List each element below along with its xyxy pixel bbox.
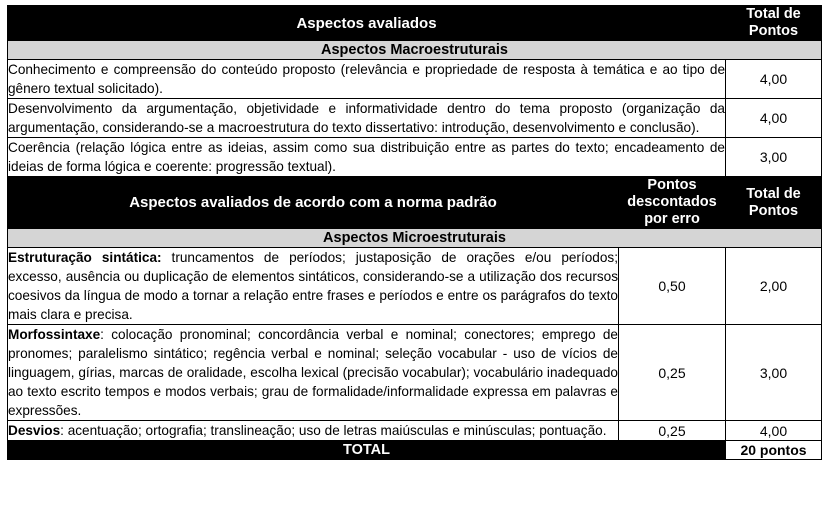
criterion-total-points: 4,00 bbox=[726, 60, 822, 99]
section-one-header-row bbox=[8, 6, 822, 41]
section-one-band-row bbox=[8, 41, 822, 60]
criterion-term: Desvios bbox=[8, 423, 61, 438]
total-value: 20 pontos bbox=[726, 441, 822, 460]
criterion-discount-points: 0,25 bbox=[619, 325, 726, 421]
criterion-total-points: 2,00 bbox=[726, 248, 822, 325]
criterion-total-points: 4,00 bbox=[726, 421, 822, 441]
header-total-line-1: Total de bbox=[746, 6, 801, 22]
criterion-description bbox=[8, 421, 619, 441]
table-row bbox=[8, 138, 822, 177]
header-discount-line-2: descontados bbox=[627, 194, 717, 210]
total-row bbox=[8, 441, 822, 460]
criterion-description bbox=[8, 248, 619, 325]
criterion-total-points: 3,00 bbox=[726, 325, 822, 421]
header-discount-line-3: por erro bbox=[644, 211, 700, 227]
criterion-description: Desenvolvimento da argumentação, objetividade e informatividade dentro do tema proposto (organização da argumentação, considerando-se a macroestrutura do texto dissertativo: introdução, desenvolvimento e conclusão). bbox=[8, 99, 726, 138]
header-aspectos-norma-padrao: Aspectos avaliados de acordo com a norma padrão bbox=[8, 177, 619, 229]
criterion-discount-points: 0,25 bbox=[619, 421, 726, 441]
criterion-detail: truncamentos de períodos; justaposição de orações e/ou períodos; excesso, ausência ou duplicação de elementos sintáticos, considerando-se a utilização dos recursos coesivos da língua de modo a tornar a relação entre frases e períodos e entre os parágrafos do texto mais clara e precisa. bbox=[8, 250, 618, 322]
header-total-line-2: Pontos bbox=[748, 202, 799, 219]
table-row bbox=[8, 248, 822, 325]
header-discount-line-1: Pontos bbox=[647, 177, 697, 193]
criterion-description: Conhecimento e compreensão do conteúdo proposto (relevância e propriedade de resposta à temática e ao tipo de gênero textual solicitado). bbox=[8, 60, 726, 99]
criterion-detail: : acentuação; ortografia; translineação; uso de letras maiúsculas e minúsculas; pontuação. bbox=[60, 423, 607, 438]
header-total-de-pontos-section-one bbox=[726, 6, 822, 41]
criterion-term: Morfossintaxe bbox=[8, 327, 101, 342]
band-aspectos-microestruturais: Aspectos Microestruturais bbox=[8, 229, 822, 248]
table-row bbox=[8, 325, 822, 421]
table-row bbox=[8, 99, 822, 138]
header-aspects-avaliados: Aspectos avaliados bbox=[8, 6, 726, 41]
criterion-discount-points: 0,50 bbox=[619, 248, 726, 325]
total-label: TOTAL bbox=[8, 441, 726, 460]
evaluation-criteria-table bbox=[7, 5, 822, 460]
criterion-description: Coerência (relação lógica entre as ideias, assim como sua distribuição entre as partes do texto; encadeamento de ideias de forma lógica e coerente: progressão textual). bbox=[8, 138, 726, 177]
header-total-de-pontos-section-two bbox=[726, 177, 822, 229]
table-row bbox=[8, 421, 822, 441]
criterion-term: Estruturação sintática: bbox=[8, 250, 162, 265]
table-row bbox=[8, 60, 822, 99]
header-total-line-1: Total de bbox=[746, 185, 801, 202]
criterion-total-points: 4,00 bbox=[726, 99, 822, 138]
section-two-band-row bbox=[8, 229, 822, 248]
criterion-total-points: 3,00 bbox=[726, 138, 822, 177]
header-pontos-descontados-por-erro bbox=[619, 177, 726, 229]
section-two-header-row bbox=[8, 177, 822, 229]
header-total-line-2: Pontos bbox=[748, 23, 799, 39]
criterion-description bbox=[8, 325, 619, 421]
band-aspectos-macroestruturais: Aspectos Macroestruturais bbox=[8, 41, 822, 60]
criterion-detail: : colocação pronominal; concordância verbal e nominal; conectores; emprego de pronomes; paralelismo sintático; regência verbal e nominal; seleção vocabular - uso de vícios de linguagem, gírias, marcas de oralidade, escolha lexical (precisão vocabular); vocabulário inadequado ao texto escrito tempos e modos verbais; grau de formalidade/informalidade expressa em palavras e expressões. bbox=[8, 327, 618, 418]
